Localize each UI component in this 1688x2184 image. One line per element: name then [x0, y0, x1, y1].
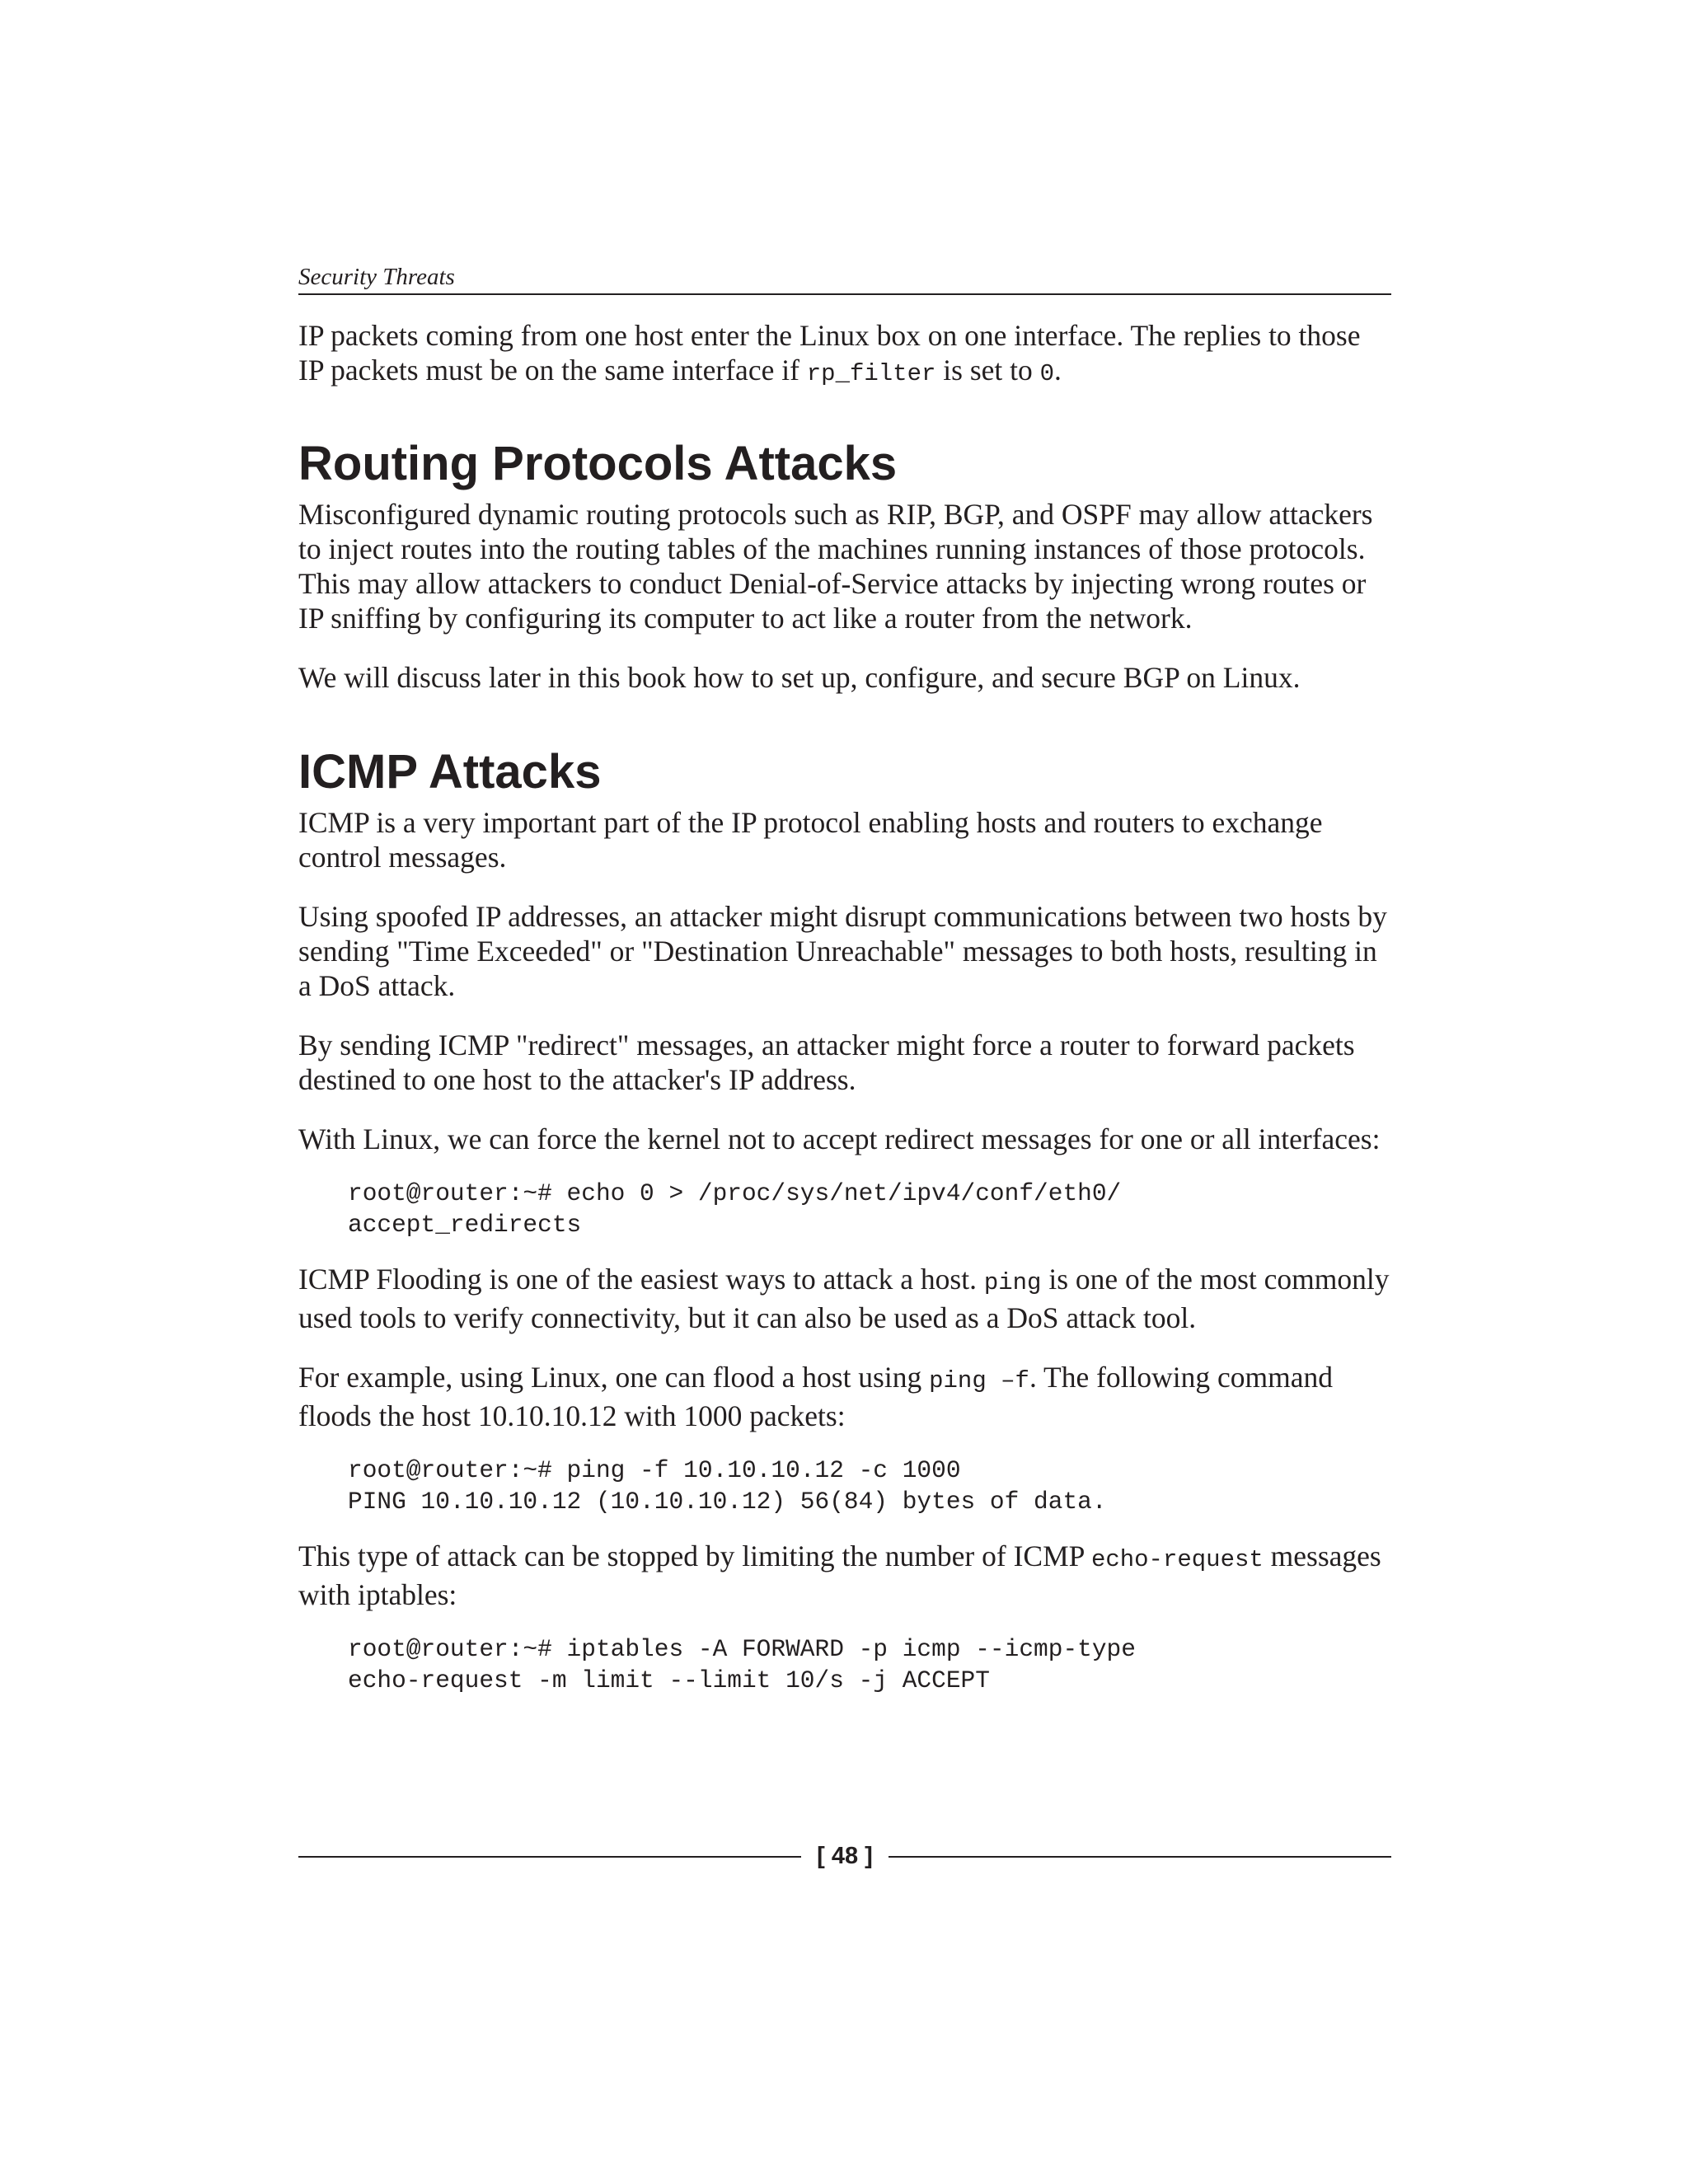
intro-paragraph: [298, 318, 1391, 391]
code-block-ping-flood: root@router:~# ping -f 10.10.10.12 -c 1000 PING 10.10.10.12 (10.10.10.12) 56(84) bytes of data.: [348, 1456, 1107, 1516]
intro-text-3: .: [1054, 354, 1062, 387]
inline-code-rp-filter: rp_filter: [806, 360, 936, 387]
icmp-paragraph-1: ICMP is a very important part of the IP protocol enabling hosts and routers to exchange control messages.: [298, 806, 1323, 874]
inline-code-ping: ping: [983, 1269, 1042, 1296]
icmp-p7-text-2: messages with iptables:: [298, 1540, 1381, 1611]
icmp-p6-text-1: For example, using Linux, one can flood a host using: [298, 1361, 930, 1394]
inline-code-echo-request: echo-request: [1090, 1546, 1264, 1573]
icmp-paragraph-7: [298, 1539, 1391, 1612]
inline-code-ping-f: ping –f: [929, 1367, 1029, 1394]
inline-code-zero: 0: [1039, 360, 1055, 387]
running-head: Security Threats: [298, 262, 1391, 295]
code-block-iptables: root@router:~# iptables -A FORWARD -p icmp --icmp-type echo-request -m limit --limit 10/s -j ACCEPT: [348, 1635, 1136, 1694]
icmp-p5-text-1: ICMP Flooding is one of the easiest ways to attack a host.: [298, 1263, 984, 1296]
icmp-p5-text-2: is one of the most commonly used tools to verify connectivity, but it can also be used as a DoS attack tool.: [298, 1263, 1390, 1334]
icmp-paragraph-3: By sending ICMP "redirect" messages, an attacker might force a router to forward packets destined to one host to the attacker's IP address.: [298, 1029, 1355, 1096]
section-heading-routing: Routing Protocols Attacks: [298, 437, 898, 490]
icmp-paragraph-2: Using spoofed IP addresses, an attacker might disrupt communications between two hosts by sending "Time Exceeded" or "Destination Unreachable" messages to both hosts, resulting in a DoS attack.: [298, 900, 1387, 1002]
footer-rule-right: [889, 1856, 1391, 1858]
routing-paragraph-1: Misconfigured dynamic routing protocols such as RIP, BGP, and OSPF may allow attackers to inject routes into the routing tables of the machines running instances of those protocols. This may allow attackers to conduct Denial-of-Service attacks by injecting wrong routes or IP sniffing by configuring its computer to act like a router from the network.: [298, 498, 1373, 635]
page-content: [298, 262, 1391, 1718]
icmp-paragraph-5: [298, 1262, 1391, 1335]
routing-paragraph-2: We will discuss later in this book how to set up, configure, and secure BGP on Linux.: [298, 661, 1301, 694]
icmp-p7-text-1: This type of attack can be stopped by limiting the number of ICMP: [298, 1540, 1091, 1572]
icmp-p6-text-2: . The following command floods the host 10.10.10.12 with 1000 packets:: [298, 1361, 1334, 1432]
page-number: [ 48 ]: [817, 1843, 873, 1869]
code-block-accept-redirects: root@router:~# echo 0 > /proc/sys/net/ipv4/conf/eth0/ accept_redirects: [348, 1179, 1122, 1239]
section-heading-icmp: ICMP Attacks: [298, 745, 602, 799]
icmp-paragraph-6: [298, 1360, 1391, 1433]
page-footer: [298, 1840, 1391, 1872]
icmp-paragraph-4: With Linux, we can force the kernel not to accept redirect messages for one or all interfaces:: [298, 1122, 1381, 1155]
intro-text-2: is set to: [935, 354, 1040, 387]
intro-text-1: IP packets coming from one host enter the Linux box on one interface. The replies to those IP packets must be on the same interface if: [298, 319, 1361, 387]
